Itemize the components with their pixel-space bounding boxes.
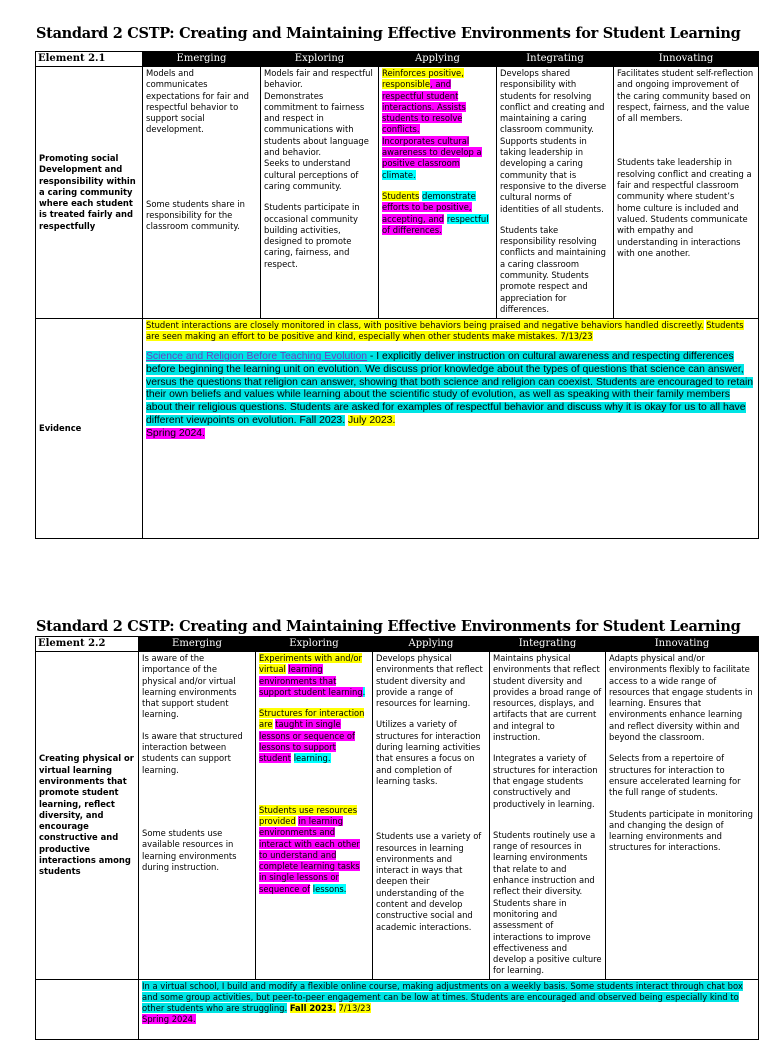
- evidence-row: [36, 319, 759, 539]
- applying-text-3: Students use a variety of resources in learning environments and interact in ways that deepen their understanding of the content and develop constructive social and academic interactions.: [376, 831, 482, 932]
- row-label: Creating physical or virtual learning environments that promote student learning, reflect diversity, and encourage constructive and productive interactions among students: [36, 652, 139, 980]
- applying-text-2: Utilizes a variety of structures for interaction during learning activities that ensures a focus on and completion of learning tasks.: [376, 719, 481, 786]
- cell-emerging: [143, 67, 261, 319]
- applying-text-1: Reinforces positive, responsible, and respectful student interactions. Assists students to resolve conflicts.: [382, 68, 466, 135]
- cell-exploring: [261, 67, 379, 319]
- rubric-header-row: [36, 52, 759, 67]
- rubric-table-element-2-1: [35, 51, 759, 539]
- integrating-text-2: Integrates a variety of structures for interaction that engage students constructively and productively in learning.: [493, 753, 598, 809]
- cell-applying: [379, 67, 497, 319]
- exploring-text-2: Structures for interaction are taught in single lessons or sequence of lessons to support student learning.: [259, 708, 365, 764]
- standard-2-heading-2: Standard 2 CSTP: Creating and Maintaining Effective Environments for Student Learning: [36, 618, 741, 635]
- row-label: Promoting social Development and responsibility within a caring community where each student is treated fairly and respectfully: [36, 67, 143, 319]
- column-header-emerging: Emerging: [143, 52, 261, 67]
- rubric-criteria-row: [36, 67, 759, 319]
- integrating-text-3: Students routinely use a range of resources in learning environments that relate to and enhance instruction and reflect their diversity. Students share in monitoring and assessment of interactions to improve effectiveness and develop a positive culture for learning.: [493, 829, 602, 976]
- integrating-text-1: Develops shared responsibility with students for resolving conflict and creating and maintaining a caring classroom community.: [500, 68, 605, 135]
- innovating-text-1: Facilitates student self-reflection and ongoing improvement of the caring community based on respect, fairness, and the value of all members.: [617, 68, 754, 124]
- column-header-emerging: Emerging: [139, 637, 256, 652]
- applying-text-3: Students demonstrate efforts to be positive, accepting, and respectful of differences.: [382, 190, 489, 235]
- exploring-text-1: Models fair and respectful behavior.: [264, 68, 373, 90]
- column-header-integrating: Integrating: [497, 52, 614, 67]
- science-religion-link[interactable]: Science and Religion Before Teaching Evolution: [146, 351, 368, 362]
- evidence-paragraph: Science and Religion Before Teaching Evolution - I explicitly deliver instruction on cultural awareness and respecting differences before beginning the learning unit on evolution. We discuss prior knowledge about the types of questions that science can answer, versus the questions that religion can answer, showing that both science and religion can coexist. Students are encouraged to retain their own beliefs and values while learning about the scientific study of evolution, as well as speaking with their family members about their religious questions. Students are asked for examples of respectful behavior and discuss why it is okay for us to all have different viewpoints on evolution. Fall 2023. July 2023. Spring 2024.: [146, 351, 754, 439]
- exploring-text-2: Demonstrates commitment to fairness and respect in communications with students about language and behavior.: [264, 90, 369, 158]
- column-header-innovating: Innovating: [614, 52, 759, 67]
- cell-emerging: [139, 652, 256, 980]
- exploring-text-3: Students use resources provided in learning environments and interact with each other to understand and complete learning tasks in single lessons or sequence of lessons.: [259, 804, 360, 894]
- rubric-criteria-row: [36, 652, 759, 980]
- cell-exploring: [256, 652, 373, 980]
- column-header-exploring: Exploring: [261, 52, 379, 67]
- column-header-applying: Applying: [373, 637, 490, 652]
- exploring-text-1: Experiments with and/or virtual learning environments that support student learning.: [259, 653, 366, 697]
- innovating-text-3: Students participate in monitoring and changing the design of learning environments and structures for interactions.: [609, 808, 753, 853]
- cell-integrating: [497, 67, 614, 319]
- emerging-text-2: Is aware that structured interaction between students can support learning.: [142, 730, 243, 775]
- evidence-row: [36, 980, 759, 1040]
- emerging-text-3: Some students use available resources in learning environments during instruction.: [142, 827, 237, 872]
- emerging-text-1: Models and communicates expectations for fair and respectful behavior to support social development.: [146, 68, 249, 135]
- rubric-header-row: [36, 637, 759, 652]
- date-spring-2024: Spring 2024.: [146, 427, 205, 439]
- evidence-label: Evidence: [36, 319, 143, 539]
- cell-applying: [373, 652, 490, 980]
- cell-integrating: [490, 652, 606, 980]
- column-header-integrating: Integrating: [490, 637, 606, 652]
- innovating-text-1: Adapts physical and/or environments flexibly to facilitate access to a wide range of resources that engage students in learning. Ensures that environments enhance learning and reflect diversity within and beyond the classroom.: [609, 653, 753, 743]
- applying-text-1: Develops physical environments that reflect student diversity and provide a range of resources for learning.: [376, 653, 483, 709]
- innovating-text-2: Students take leadership in resolving conflict and creating a fair and respectful classroom community where student’s home culture is included and valued. Students communicate with empathy and understanding in interactions with one another.: [617, 157, 752, 258]
- evidence-cell: [139, 980, 759, 1040]
- element-label: Element 2.2: [36, 637, 139, 652]
- cell-innovating: [606, 652, 759, 980]
- cell-innovating: [614, 67, 759, 319]
- integrating-text-2: Supports students in taking leadership in developing a caring community that is responsive to the diverse cultural norms of identities of all students.: [500, 135, 607, 214]
- evidence-note: In a virtual school, I build and modify a flexible online course, making adjustments on a weekly basis. Some students interact through chat box and some group activities, but peer-to-peer engagement can be low at times. Students are encouraged and observed being especially kind to other students who are struggling. Fall 2023. 7/13/23 Spring 2024.: [142, 981, 743, 1024]
- date-july-2023: July 2023.: [347, 414, 396, 426]
- rubric-table-element-2-2: [35, 636, 759, 1040]
- standard-2-heading-1: Standard 2 CSTP: Creating and Maintaining Effective Environments for Student Learning: [36, 25, 741, 42]
- column-header-innovating: Innovating: [606, 637, 759, 652]
- emerging-text-1: Is aware of the importance of the physical and/or virtual learning environments that support student learning.: [142, 653, 237, 720]
- column-header-exploring: Exploring: [256, 637, 373, 652]
- emerging-text-2: Some students share in responsibility for the classroom community.: [146, 198, 245, 232]
- column-header-applying: Applying: [379, 52, 497, 67]
- innovating-text-2: Selects from a repertoire of structures for interaction to ensure accelerated learning for the full range of students.: [609, 753, 741, 798]
- exploring-text-4: Students participate in occasional community building activities, designed to promote caring, fairness, and respect.: [264, 202, 360, 269]
- exploring-text-3: Seeks to understand cultural perceptions of caring community.: [264, 158, 359, 191]
- evidence-cell: [143, 319, 759, 539]
- evidence-label-cell: [36, 980, 139, 1040]
- evidence-note: Student interactions are closely monitored in class, with positive behaviors being praised and negative behaviors handled discreetly. Students are seen making an effort to be positive and kind, especially when other students make mistakes. 7/13/23: [146, 320, 744, 341]
- integrating-text-1: Maintains physical environments that reflect student diversity and provides a broad range of resources, displays, and artifacts that are current and integral to instruction.: [493, 653, 602, 743]
- integrating-text-3: Students take responsibility resolving conflicts and maintaining a caring classroom community. Students promote respect and appreciation for differences.: [500, 224, 606, 314]
- applying-text-2: Incorporates cultural awareness to develop a positive classroom climate.: [382, 135, 482, 180]
- element-label: Element 2.1: [36, 52, 143, 67]
